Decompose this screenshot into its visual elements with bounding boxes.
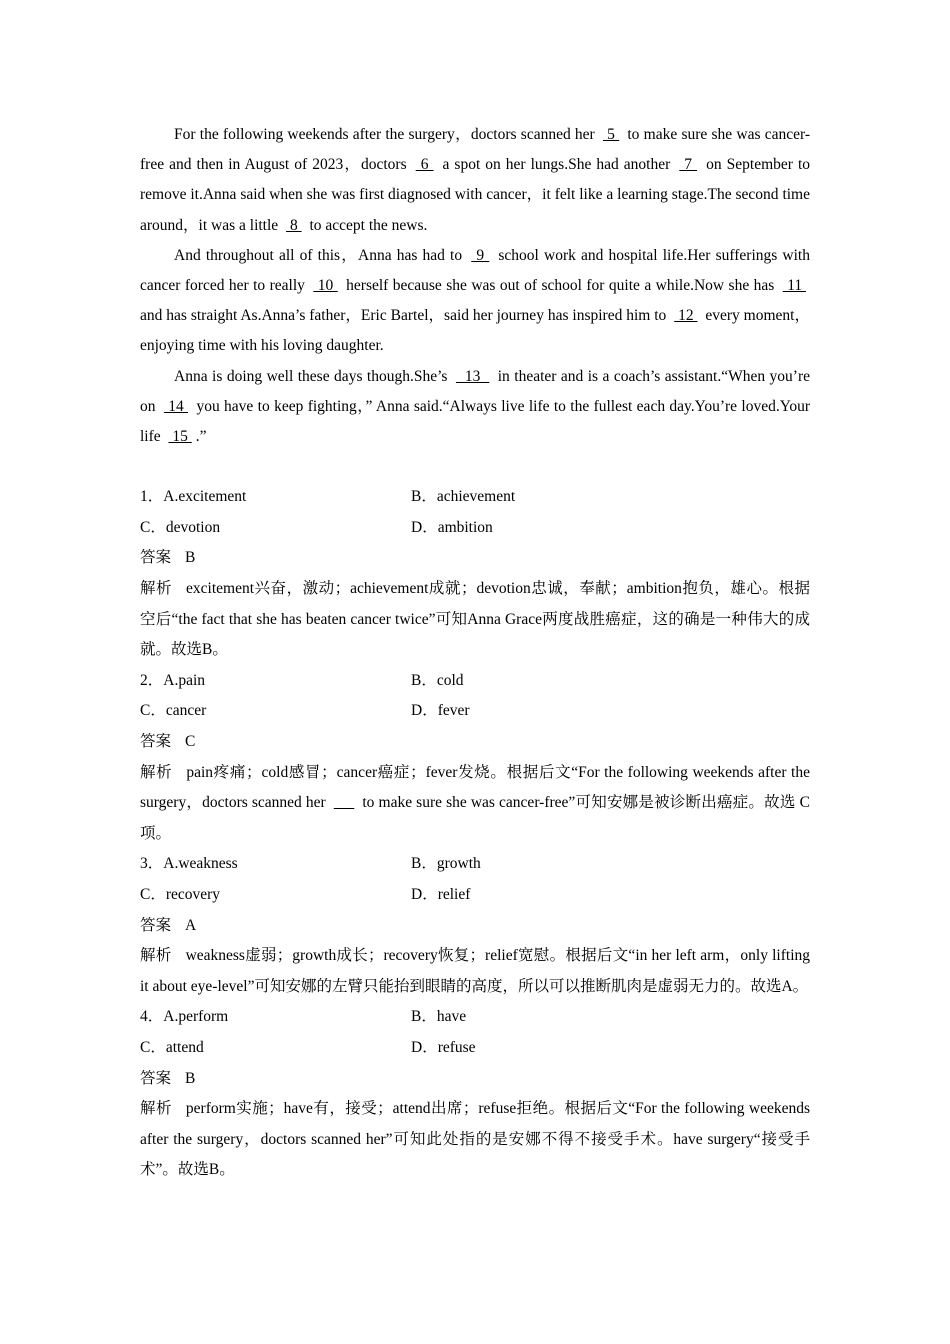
option-d: D．relief [411,885,471,903]
text-run: on September to remove it.Anna said when she was first diagnosed with cancer，it felt like a learning stage.The second time around，it was a little [140,156,811,234]
text-run: .” [195,428,207,446]
question-list [140,482,810,1186]
answer-label: 答案 [140,732,172,750]
passage-paragraph [140,362,810,453]
text-run: And throughout all of this，Anna has had to [174,246,468,264]
text-run: and has straight As.Anna’s father，Eric Bartel，said her journey has inspired him to [140,307,671,325]
text-run: For the following weekends after the surgery，doctors scanned her [174,126,599,143]
text-run: every moment，enjoying time with his loving daughter. [140,307,810,355]
text-run: to accept the news. [305,216,428,234]
passage-paragraph [140,241,810,362]
answer-blank: 11 [782,277,806,295]
analysis-text [140,758,810,850]
analysis-label: 解析 [140,1100,172,1118]
text-run: pain疼痛；cold感冒；cancer癌症；fever发烧。根据后文“For the following weekends after the surgery，doctors scanned her [140,763,810,812]
answer-value: C [185,732,196,750]
analysis-body [140,764,810,842]
answer-value: B [185,549,196,567]
analysis-label: 解析 [140,580,173,598]
analysis-text [140,574,810,666]
cloze-passage [140,120,810,452]
answer-blank: 10 [313,277,338,295]
question-3 [140,849,810,1002]
option-a: 3．A.weakness [140,855,238,873]
answer-blank: 13 [455,367,490,385]
option-d: D．ambition [411,518,493,536]
answer-blank: 9 [471,246,490,264]
option-a: 1．A.excitement [140,488,247,506]
option-b: B．growth [411,855,481,873]
analysis-text [140,1094,810,1186]
text-run: Anna is doing well these days though.She’s [174,367,452,385]
text-run: excitement兴奋，激动；achievement成就；devotion忠诚，奉献；ambition抱负，雄心。根据空后“the fact that she has beaten cancer twice”可知Anna Grace两度战胜癌症，这的确是一种伟大的成就。故选B。 [140,580,810,659]
text-run: you have to keep fighting，” Anna said.“Always live life to the fullest each day.You’re loved.Your life [140,397,810,446]
option-d: D．fever [411,702,470,720]
analysis-body [140,947,810,995]
answer-label: 答案 [140,549,172,567]
option-b: B．cold [411,671,464,689]
answer-label: 答案 [140,1069,172,1087]
answer-label: 答案 [140,916,172,934]
text-run: to make sure she was cancer-free and then in August of 2023，doctors [140,126,810,174]
option-a: 2．A.pain [140,671,206,689]
answer-blank: 8 [286,216,302,234]
analysis-body [140,1100,810,1178]
question-1 [140,482,810,666]
text-run: a spot on her lungs.She had another [437,156,676,174]
question-2 [140,666,810,850]
option-d: D．refuse [411,1038,476,1056]
answer-value: A [185,916,197,934]
option-b: B．have [411,1008,467,1026]
option-b: B．achievement [411,488,516,506]
answer-blank: 7 [679,156,698,174]
text-run: to make sure she was cancer-free”可知安娜是被诊断出癌症。故选 C项。 [140,794,811,842]
text-run: in theater and is a coach’s assistant.“When you’re on [140,367,811,415]
answer-line [140,543,810,574]
answer-blank: 15 [168,428,192,446]
analysis-label: 解析 [140,763,173,781]
option-c: C．devotion [140,518,221,536]
analysis-text [140,941,810,1002]
option-c: C．cancer [140,702,207,720]
answer-line [140,1064,810,1095]
answer-blank: 12 [674,307,698,325]
option-a: 4．A.perform [140,1008,229,1026]
answer-line [140,911,810,942]
analysis-label: 解析 [140,947,172,965]
text-run: weakness虚弱；growth成长；recovery恢复；relief宽慰。根据后文“in her left arm，only lifting it about eye-level”可知安娜的左臂只能抬到眼睛的高度，所以可以推断肌肉是虚弱无力的。故选A。 [140,947,810,995]
option-c: C．recovery [140,885,221,903]
text-run: herself because she was out of school for quite a while.Now she has [341,277,779,295]
answer-blank: 6 [415,156,434,174]
answer-line [140,727,810,758]
answer-value: B [185,1069,196,1087]
answer-blank: 14 [163,397,189,415]
document-page [140,120,810,1186]
answer-blank: 5 [602,126,620,143]
analysis-body [140,580,810,658]
question-4 [140,1002,810,1186]
option-c: C．attend [140,1038,204,1056]
text-run: school work and hospital life.Her sufferings with cancer forced her to really [140,246,810,295]
text-run: perform实施；have有，接受；attend出席；refuse拒绝。根据后文“For the following weekends after the surgery，doctors scanned her”可知此处指的是安娜不得不接受手术。have surgery“接受手术”。故选B。 [140,1100,810,1179]
answer-blank [330,794,358,811]
passage-paragraph [140,120,810,241]
